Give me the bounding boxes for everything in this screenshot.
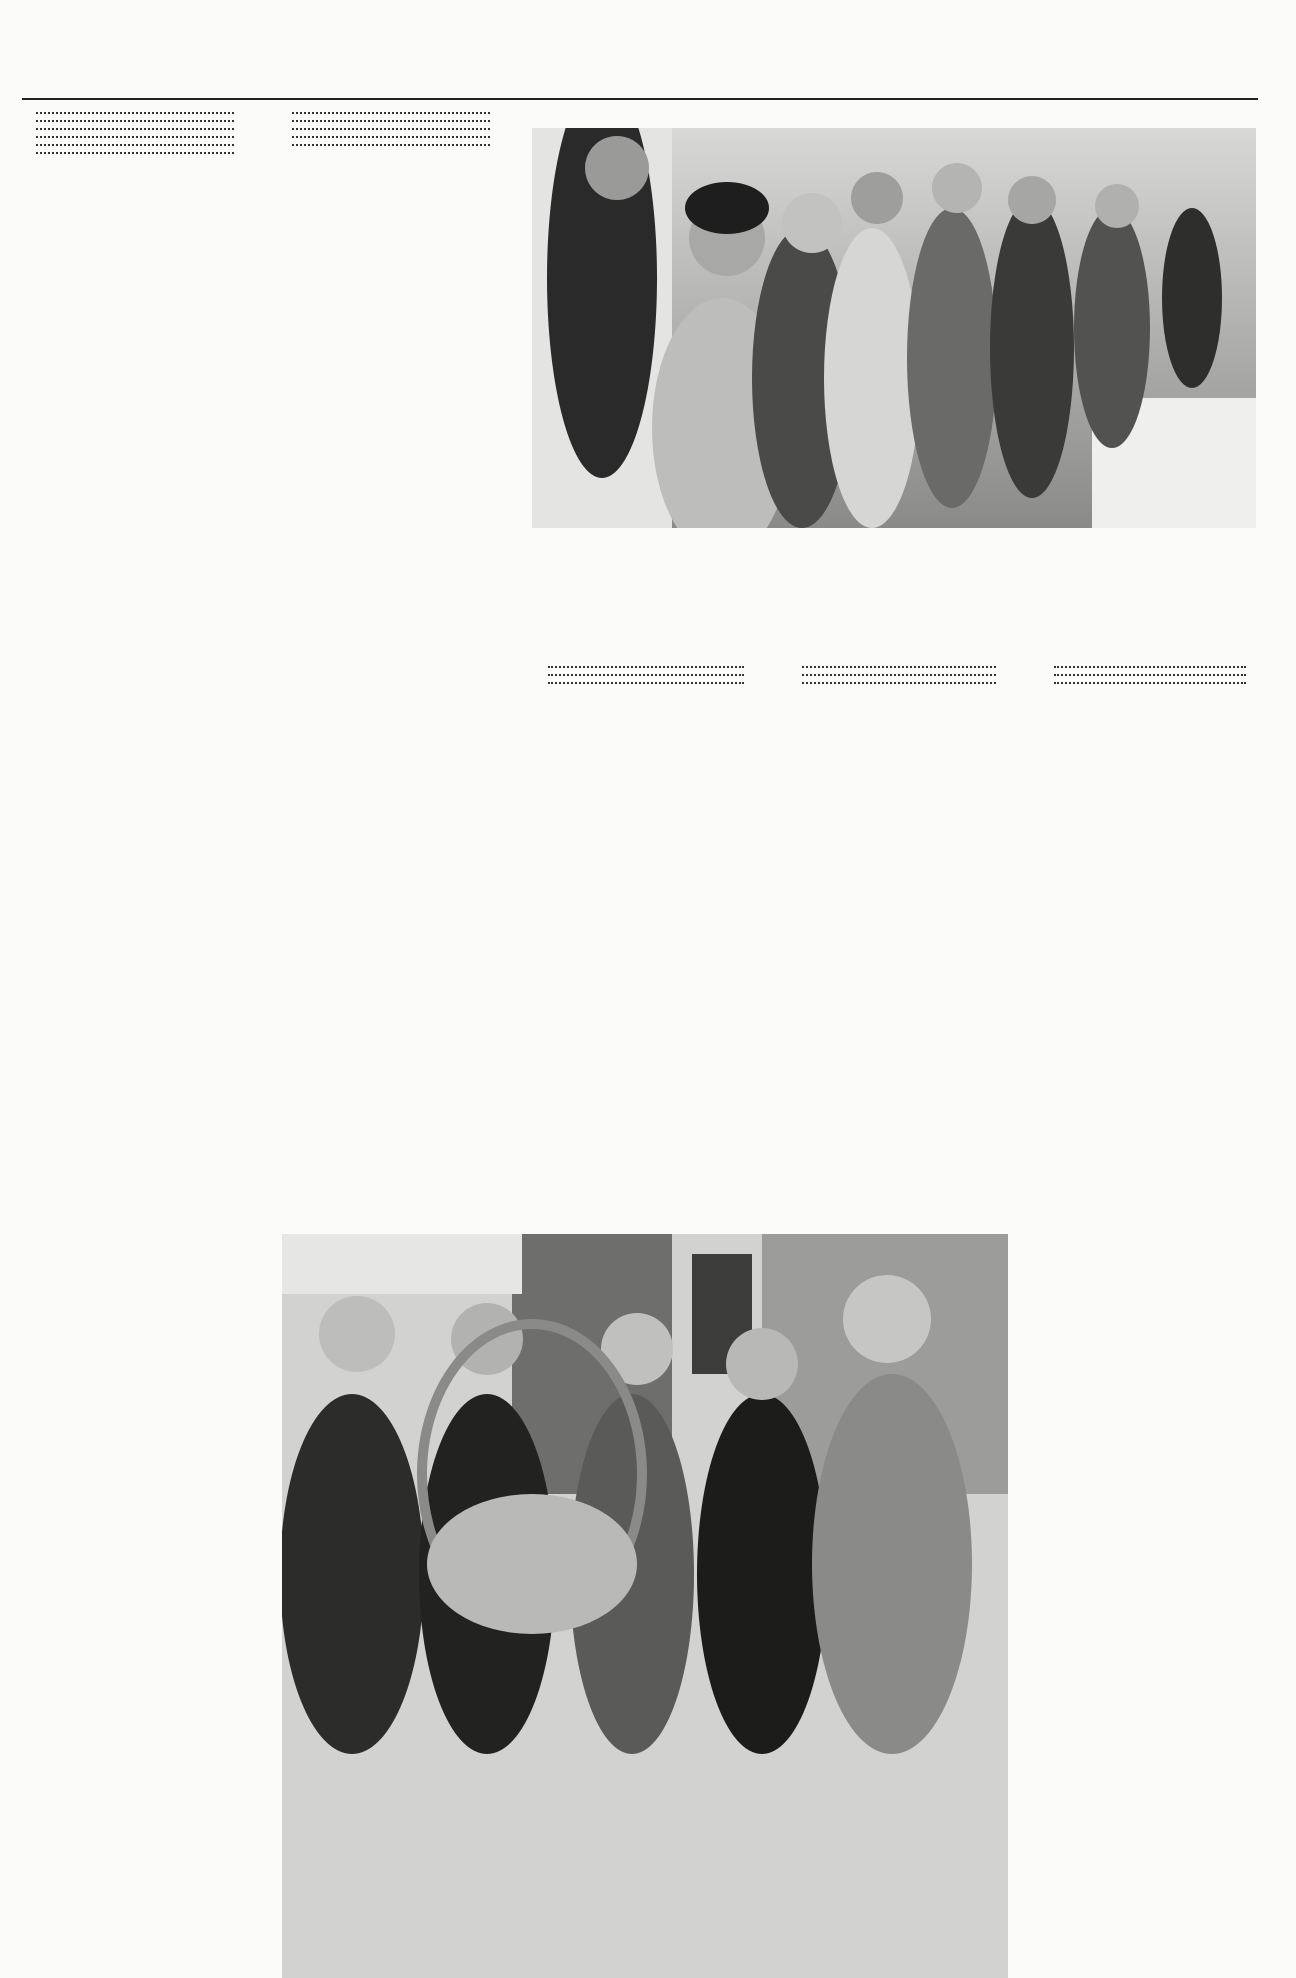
divider: [292, 136, 490, 138]
divider: [36, 120, 234, 122]
photo-illustration: [282, 1234, 1008, 1978]
divider: [548, 674, 744, 676]
divider: [36, 144, 234, 146]
column-4: [788, 660, 1010, 686]
divider: [292, 120, 490, 122]
divider: [1054, 682, 1246, 684]
column-2: [278, 106, 504, 148]
divider: [548, 682, 744, 684]
column-5: [1040, 660, 1260, 686]
divider: [292, 112, 490, 114]
divider: [802, 674, 996, 676]
column-3: [534, 660, 758, 686]
weingraben-photo: [532, 128, 1256, 528]
photo-illustration: [532, 128, 1256, 528]
divider: [802, 682, 996, 684]
divider: [802, 666, 996, 668]
divider: [548, 666, 744, 668]
divider: [1054, 674, 1246, 676]
divider: [292, 144, 490, 146]
page-header: [22, 58, 1258, 100]
tschurndorf-photo: [282, 1234, 1008, 1978]
divider: [36, 152, 234, 154]
divider: [292, 128, 490, 130]
column-1: [22, 106, 248, 156]
divider: [36, 128, 234, 130]
divider: [36, 112, 234, 114]
divider: [36, 136, 234, 138]
divider: [1054, 666, 1246, 668]
